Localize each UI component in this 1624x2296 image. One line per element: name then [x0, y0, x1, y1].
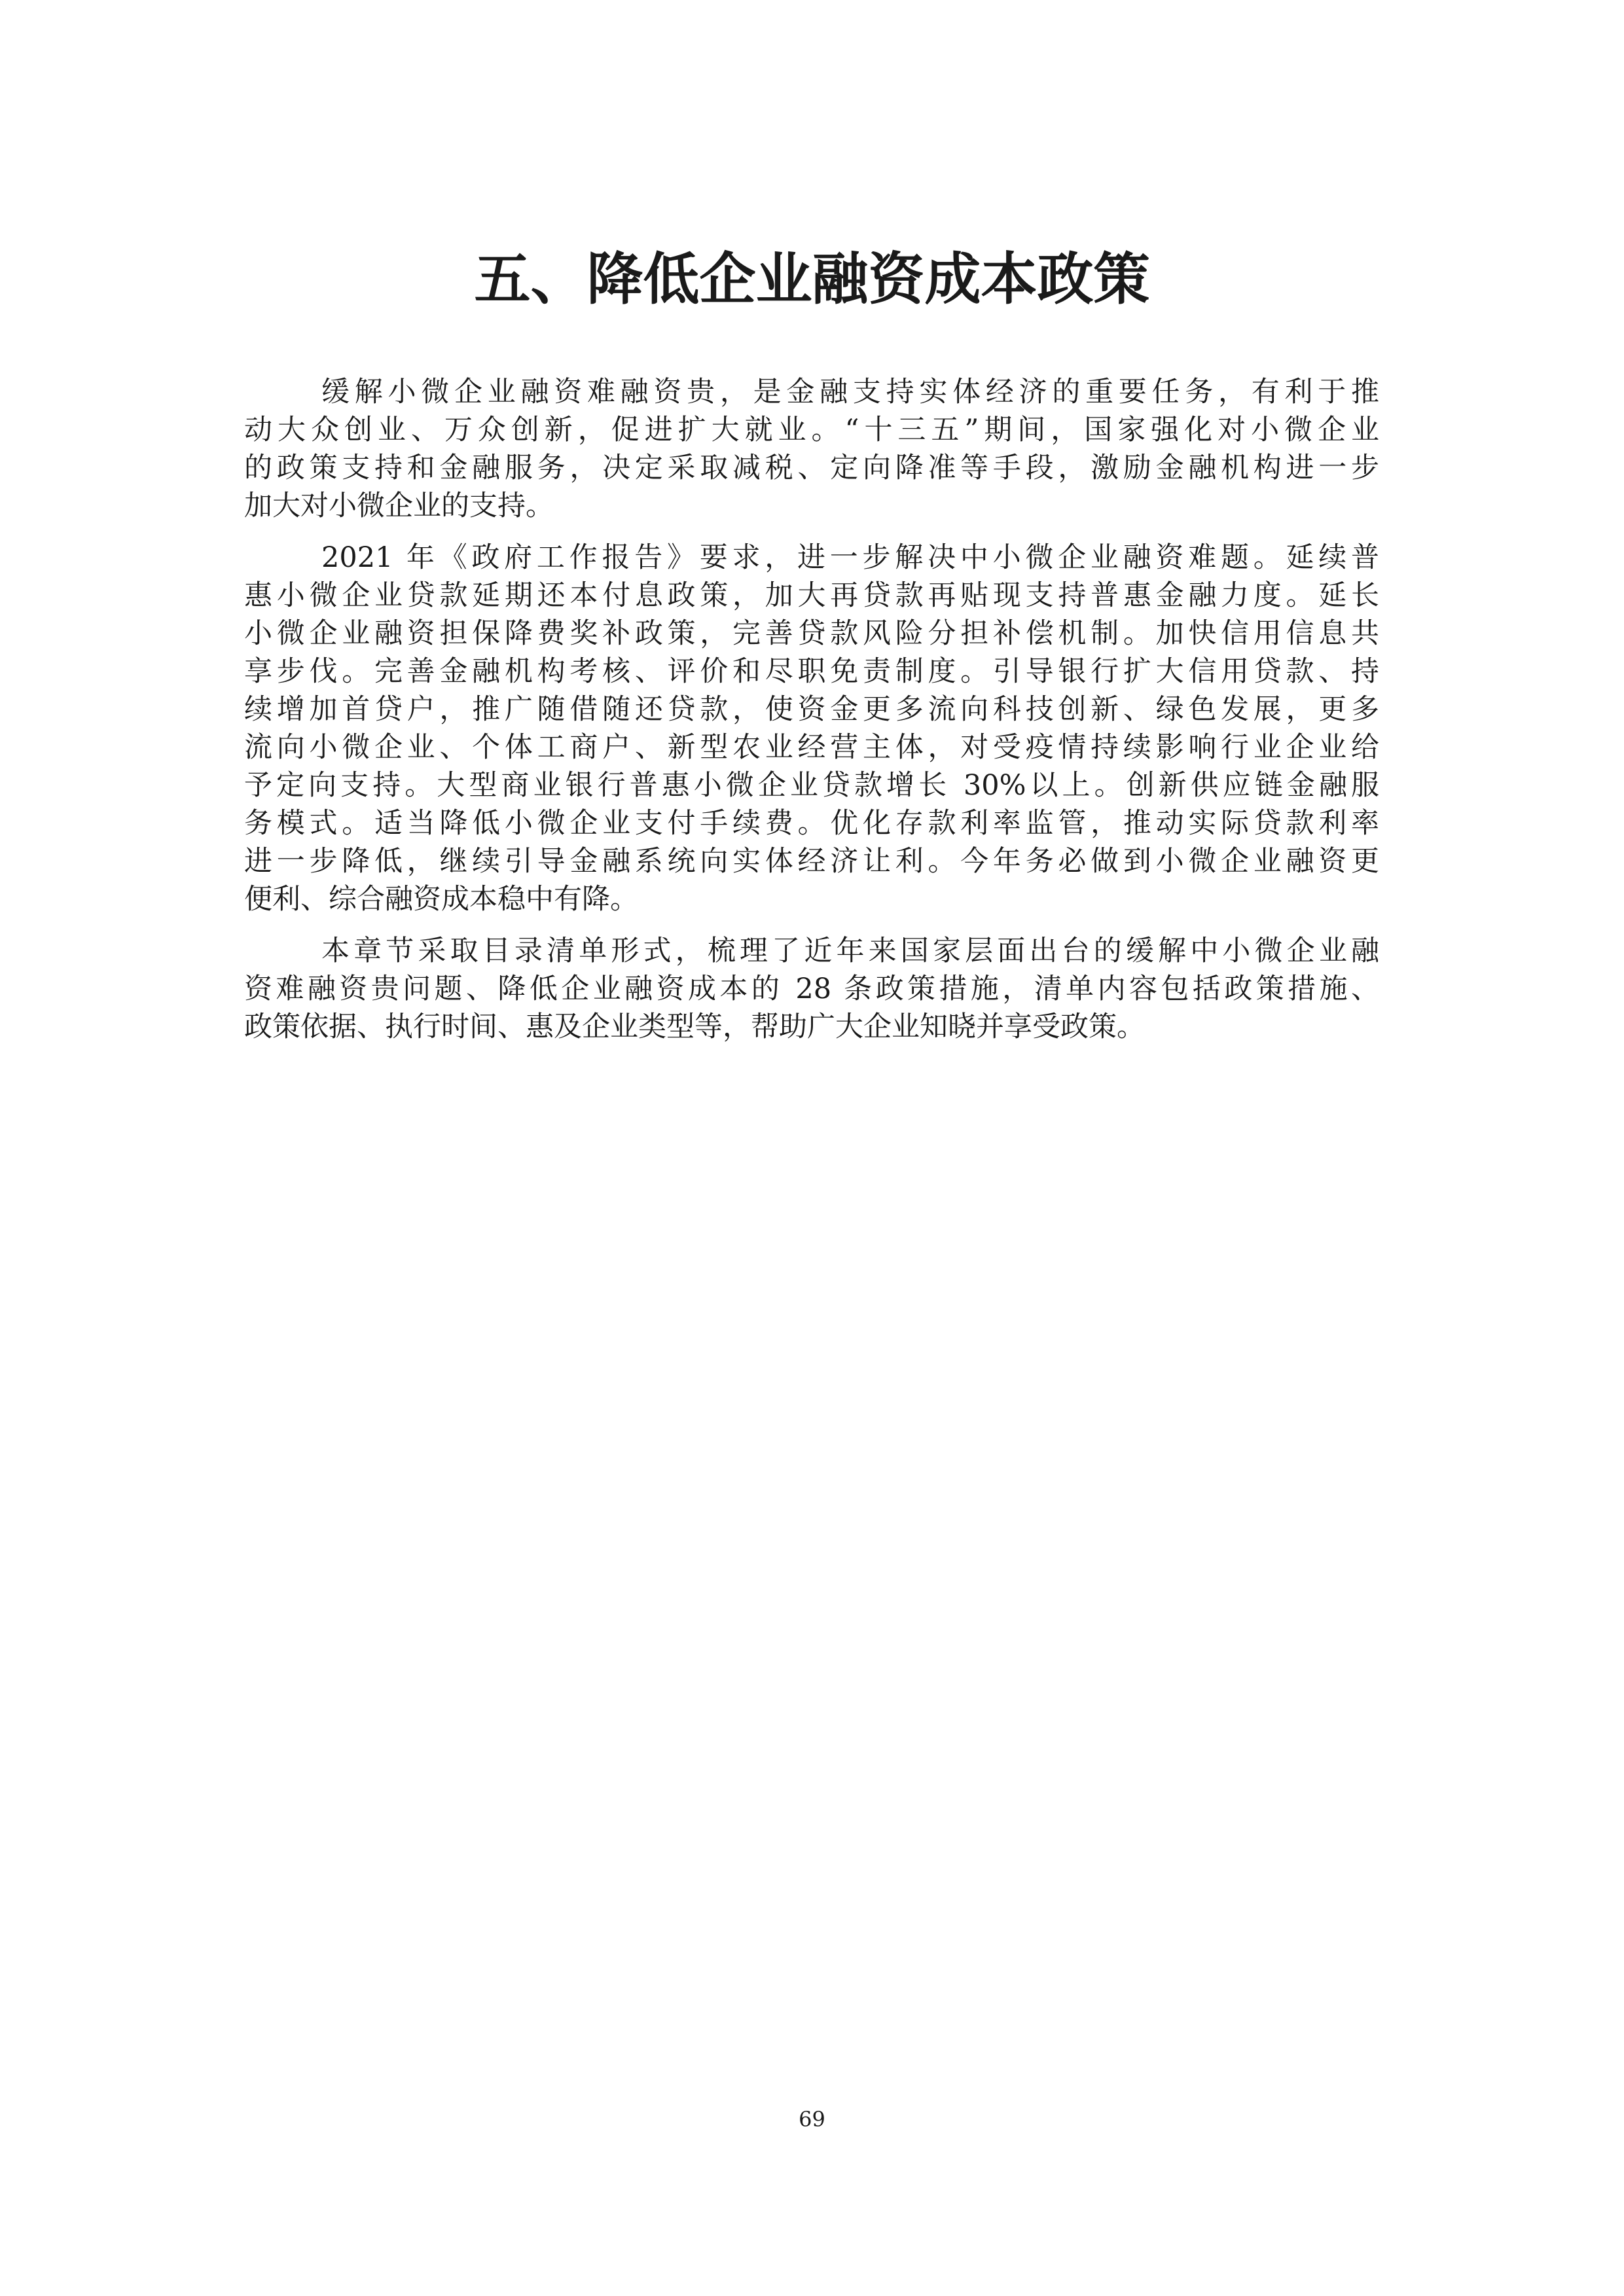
- paragraph-line: 便利、综合融资成本稳中有降。: [244, 883, 638, 916]
- paragraph-line: 予定向支持。大型商业银行普惠小微企业贷款增长 30%以上。创新供应链金融服: [244, 769, 1379, 802]
- paragraph-line: 流向小微企业、个体工商户、新型农业经营主体，对受疫情持续影响行业企业给: [244, 731, 1379, 764]
- paragraph-line: 的政策支持和金融服务，决定采取减税、定向降准等手段，激励金融机构进一步: [244, 452, 1379, 484]
- paragraph-line: 小微企业融资担保降费奖补政策，完善贷款风险分担补偿机制。加快信用信息共: [244, 617, 1379, 650]
- paragraph-line: 续增加首贷户，推广随借随还贷款，使资金更多流向科技创新、绿色发展，更多: [244, 693, 1379, 726]
- paragraph-line: 享步伐。完善金融机构考核、评价和尽职免责制度。引导银行扩大信用贷款、持: [244, 655, 1379, 688]
- page-title: 五、降低企业融资成本政策: [474, 247, 1150, 312]
- paragraph-line: 惠小微企业贷款延期还本付息政策，加大再贷款再贴现支持普惠金融力度。延长: [244, 579, 1379, 612]
- page-number: 69: [799, 2107, 825, 2132]
- paragraph-line: 缓解小微企业融资难融资贵，是金融支持实体经济的重要任务，有利于推: [321, 376, 1379, 408]
- paragraph-line: 本章节采取目录清单形式，梳理了近年来国家层面出台的缓解中小微企业融: [321, 935, 1379, 967]
- paragraph-line: 动大众创业、万众创新，促进扩大就业。“十三五”期间，国家强化对小微企业: [244, 414, 1379, 446]
- paragraph-line: 务模式。适当降低小微企业支付手续费。优化存款利率监管，推动实际贷款利率: [244, 807, 1379, 840]
- paragraph-line: 进一步降低，继续引导金融系统向实体经济让利。今年务必做到小微企业融资更: [244, 845, 1379, 878]
- paragraph-line: 政策依据、执行时间、惠及企业类型等，帮助广大企业知晓并享受政策。: [244, 1011, 1145, 1043]
- paragraph-line: 2021 年《政府工作报告》要求，进一步解决中小微企业融资难题。延续普: [321, 541, 1379, 574]
- paragraph-line: 资难融资贵问题、降低企业融资成本的 28 条政策措施，清单内容包括政策措施、: [244, 973, 1379, 1005]
- paragraph-line: 加大对小微企业的支持。: [244, 490, 554, 522]
